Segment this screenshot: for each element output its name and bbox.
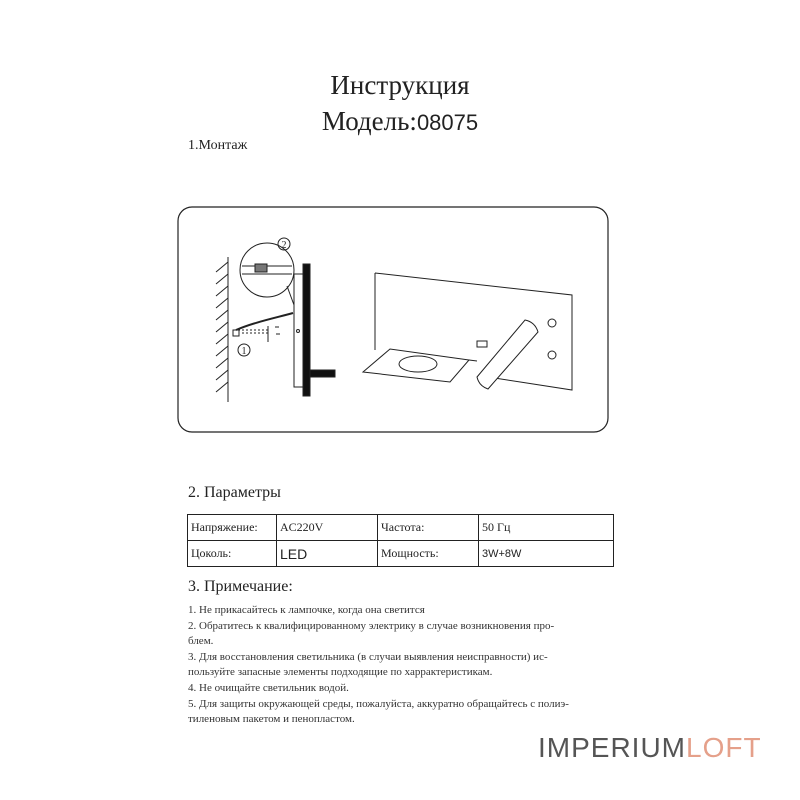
- brand-logo: [538, 732, 762, 764]
- note-line: тиленовым пакетом и пенопластом.: [188, 713, 355, 726]
- section-parameters-heading: 2. Параметры: [188, 484, 281, 501]
- section-mounting-heading: 1.Монтаж: [188, 138, 248, 153]
- note-line: 3. Для восстановления светильника (в случаи выявления неисправности) ис-: [188, 650, 548, 663]
- note-line: 4. Не очищайте светильник водой.: [188, 681, 349, 694]
- notes-list: [188, 603, 569, 728]
- param-value: LED: [277, 541, 378, 567]
- logo-part-1: IMPERIUM: [538, 732, 686, 763]
- param-label: Мощность:: [378, 541, 479, 567]
- model-label: Модель:: [321, 106, 417, 136]
- section-notes-heading: 3. Примечание:: [188, 578, 293, 595]
- lamp-side-view-icon: [233, 264, 335, 396]
- param-label: Цоколь:: [188, 541, 277, 567]
- table-row: [188, 541, 614, 567]
- model-number: 08075: [416, 110, 479, 135]
- detail-callout-icon: [240, 243, 294, 305]
- note-line: блем.: [188, 635, 214, 648]
- wall-icon: [216, 257, 228, 402]
- param-value: AC220V: [277, 515, 378, 541]
- param-value: 3W+8W: [479, 541, 614, 567]
- note-line: пользуйте запасные элементы подходящие по харрактеристикам.: [188, 666, 493, 679]
- param-label: Напряжение:: [188, 515, 277, 541]
- param-value: 50 Гц: [479, 515, 614, 541]
- table-row: [188, 515, 614, 541]
- callout-2-label: 2: [281, 240, 287, 251]
- param-label: Частота:: [378, 515, 479, 541]
- note-line: 5. Для защиты окружающей среды, пожалуйста, аккуратно обращайтесь с полиэ-: [188, 697, 569, 710]
- parameters-table: [187, 514, 614, 567]
- note-line: 1. Не прикасайтесь к лампочке, когда она светится: [188, 604, 425, 616]
- document-title: Инструкция: [330, 70, 470, 100]
- lamp-front-view-icon: [363, 273, 572, 390]
- logo-part-2: LOFT: [686, 732, 762, 763]
- diagram-frame: [178, 207, 608, 432]
- callout-1-label: 1: [241, 346, 247, 357]
- note-line: 2. Обратитесь к квалифицированному электрику в случае возникновения про-: [188, 619, 555, 632]
